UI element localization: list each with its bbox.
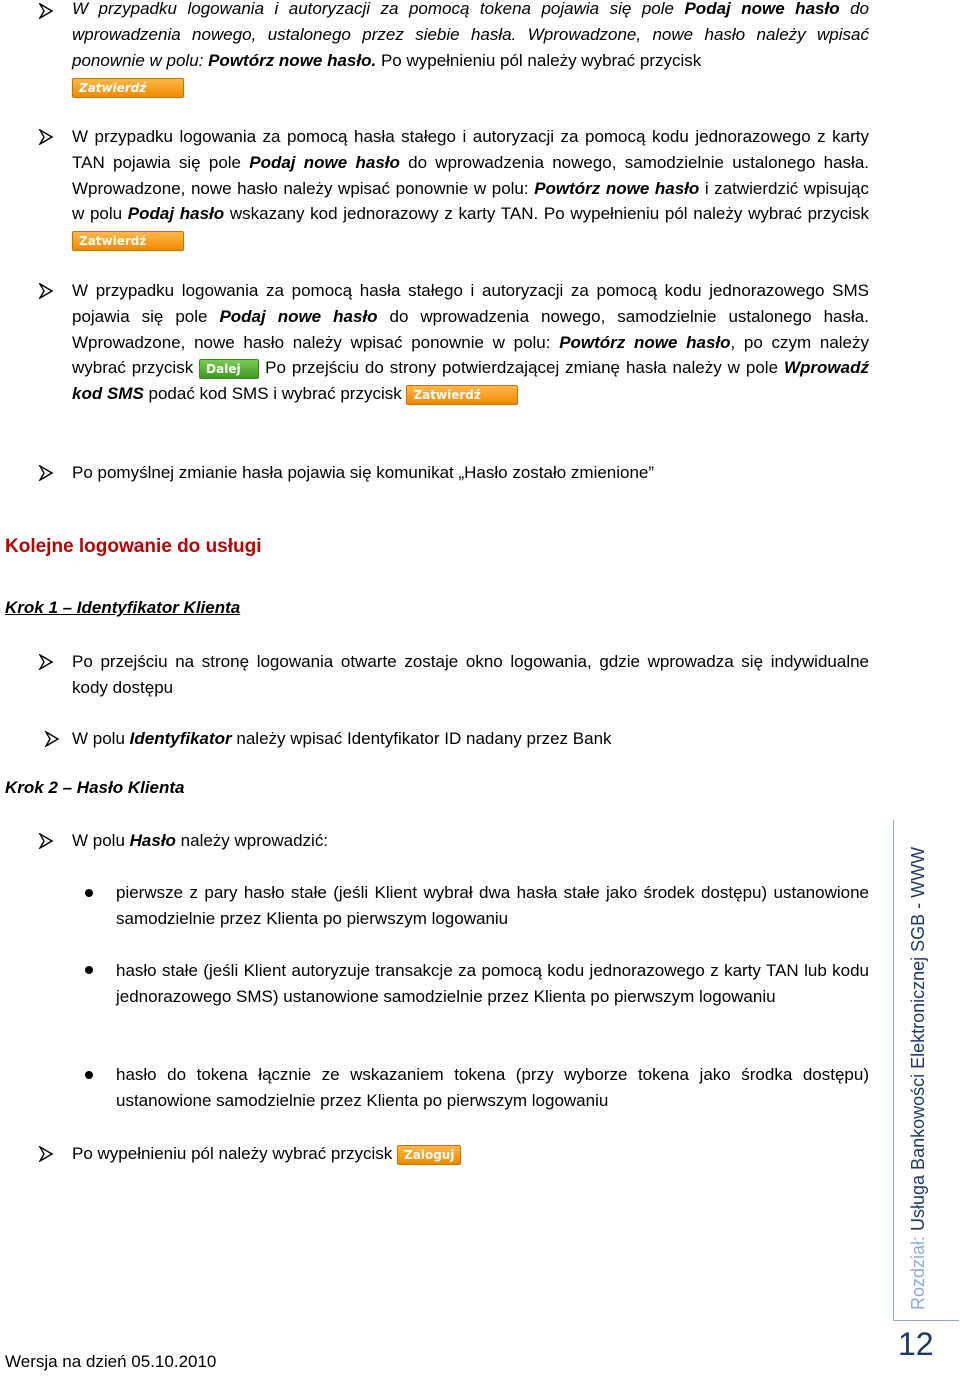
arrow-bullet-icon <box>38 129 54 145</box>
sidebar-divider <box>893 820 894 1320</box>
step2-paragraph-submit: Po wypełnieniu pól należy wybrać przycisk Zaloguj <box>72 1141 869 1167</box>
page-number: 12 <box>898 1326 934 1362</box>
dalej-button[interactable]: Dalej <box>199 359 259 379</box>
paragraph-success: Po pomyślnej zmianie hasła pojawia się komunikat „Hasło zostało zmienione” <box>72 463 655 482</box>
paragraph-token: W przypadku logowania i autoryzacji za pomocą tokena pojawia się pole Podaj nowe hasło do wprowadzenia nowego, ustalonego przez siebie hasła. Wprowadzone, nowe hasło należy wpisać ponownie w polu: Powtórz nowe hasło. Po wypełnieniu pól należy wybrać przycisk Zatwierdź <box>72 0 869 99</box>
zatwierdz-button[interactable]: Zatwierdź <box>72 231 184 251</box>
page-number-divider <box>893 1320 959 1321</box>
arrow-bullet-icon <box>38 833 54 849</box>
list-item: hasło stałe (jeśli Klient autoryzuje transakcje za pomocą kodu jednorazowego z karty TAN lub kodu jednorazowego SMS) ustanowione samodzielnie przez Klienta po pierwszym logowaniu <box>116 961 869 1006</box>
step1-paragraph-identifier: W polu Identyfikator należy wpisać Identyfikator ID nadany przez Bank <box>72 729 612 748</box>
arrow-bullet-icon <box>38 3 54 19</box>
list-item: hasło do tokena łącznie ze wskazaniem tokena (przy wyborze tokena jako środka dostępu) ustanowione samodzielnie przez Klienta po pierwszym logowaniu <box>116 1065 869 1110</box>
zatwierdz-button[interactable]: Zatwierdź <box>406 385 518 405</box>
paragraph-tan: W przypadku logowania za pomocą hasła stałego i autoryzacji za pomocą kodu jednorazowego z karty TAN pojawia się pole Podaj nowe hasło do wprowadzenia nowego, samodzielnie ustalonego hasła. Wprowadzone, nowe hasło należy wpisać ponownie w polu: Powtórz nowe hasło i zatwierdzić wpisując w polu Podaj hasło wskazany kod jednorazowy z karty TAN. Po wypełnieniu pól należy wybrać przycisk Zatwierdź <box>72 124 869 253</box>
arrow-bullet-icon <box>38 1146 54 1162</box>
arrow-bullet-icon <box>38 654 54 670</box>
step2-heading: Krok 2 – Hasło Klienta <box>5 778 185 797</box>
step1-paragraph-login-window: Po przejściu na stronę logowania otwarte zostaje okno logowania, gdzie wprowadza się indywidualne kody dostępu <box>72 652 869 697</box>
zatwierdz-button[interactable]: Zatwierdź <box>72 78 184 98</box>
bullet-dot <box>85 966 93 974</box>
chapter-sidebar: Rozdział: Usługa Bankowości Elektronicznej SGB - WWW <box>908 846 928 1310</box>
version-footer: Wersja na dzień 05.10.2010 <box>5 1352 217 1371</box>
step1-heading: Krok 1 – Identyfikator Klienta <box>5 598 241 617</box>
paragraph-sms: W przypadku logowania za pomocą hasła stałego i autoryzacji za pomocą kodu jednorazowego SMS pojawia się pole Podaj nowe hasło do wprowadzenia nowego, samodzielnie ustalonego hasła. Wprowadzone, nowe hasło należy wpisać ponownie w polu: Powtórz nowe hasło, po czym należy wybrać przycisk Dalej Po przejściu do strony potwierdzającej zmianę hasła należy w pole Wprowadź kod SMS podać kod SMS i wybrać przycisk Zatwierdź <box>72 281 870 404</box>
section-heading: Kolejne logowanie do usługi <box>5 536 262 557</box>
step2-paragraph-password: W polu Hasło należy wprowadzić: <box>72 831 329 850</box>
zaloguj-button[interactable]: Zaloguj <box>397 1145 461 1165</box>
arrow-bullet-icon <box>38 283 54 299</box>
bullet-dot <box>85 889 93 897</box>
arrow-bullet-icon <box>44 731 60 747</box>
bullet-dot <box>85 1071 93 1079</box>
arrow-bullet-icon <box>38 465 54 481</box>
list-item: pierwsze z pary hasło stałe (jeśli Klient wybrał dwa hasła stałe jako środek dostępu) ustanowione samodzielnie przez Klienta po pierwszym logowaniu <box>116 883 869 928</box>
